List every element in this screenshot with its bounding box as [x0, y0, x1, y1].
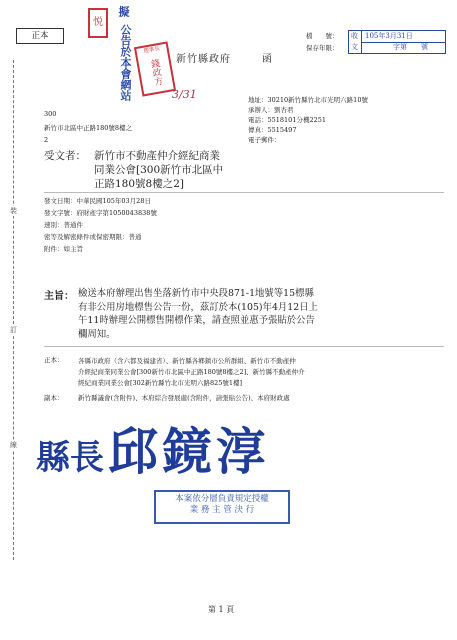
divider-top	[44, 192, 444, 193]
delegation-line2: 業 務 主 管 決 行	[189, 505, 255, 515]
posting-stamp-website: 公告於本會網站	[119, 24, 132, 101]
recipient-line3: 正路180號8樓之2]	[94, 178, 184, 190]
retention-label: 保存年限：	[306, 44, 339, 52]
contact-fax: 傳真：5515497	[248, 126, 297, 134]
contact-address: 地址：30210新竹縣竹北市光明六路10號	[248, 96, 368, 104]
original-line1: 各縣市政府（含六都及福建省）、新竹縣各鄉鎮市公所群組、新竹市不動產仲	[78, 357, 296, 365]
manager-seal-label: 理事長	[143, 45, 161, 55]
document-kind: 函	[262, 54, 273, 65]
delegation-line1: 本案依分層負責規定授權	[175, 494, 269, 504]
manager-seal	[134, 41, 176, 96]
subject-line2: 有非公用房地標售公告一份，茲訂於本(105)年4月12日上	[78, 301, 318, 313]
signature-name: 邱鏡淳	[108, 422, 270, 481]
handwritten-date: 3/31	[172, 88, 197, 101]
contact-phone: 電話：5518101分機2251	[248, 116, 326, 124]
subject-label: 主旨：	[44, 291, 74, 302]
sender-address-line2: 2	[44, 136, 49, 144]
copy-recipients-label: 副本：	[44, 394, 64, 402]
divider-middle	[44, 346, 444, 347]
received-stamp	[348, 30, 446, 54]
doc-number: 字第 號	[393, 43, 428, 51]
meta-block	[44, 197, 157, 253]
subject-line1: 檢送本府辦理出售坐落新竹市中央段871-1地號等15標縣	[78, 288, 314, 299]
received-date: 105年3月31日	[365, 32, 413, 40]
contact-handler: 承辦人：劉杏君	[248, 106, 294, 114]
recipient-line2: 同業公會[300新竹市北區中	[94, 164, 224, 176]
issue-date: 發文日期：中華民國105年03月28日	[44, 197, 151, 205]
issue-number: 發文字號：府財產字第1050043838號	[44, 209, 157, 217]
original-line3: 經紀商業同業公會[302新竹縣竹北市光明六路825號1樓]	[78, 379, 243, 387]
binding-mark-3: 線	[10, 441, 17, 449]
recipient-line1: 新竹市不動產仲介經紀商業	[94, 150, 220, 162]
original-recipients	[78, 356, 305, 389]
attachment: 附件：如主旨	[44, 245, 83, 253]
subject-body	[78, 287, 318, 341]
contact-block	[248, 96, 368, 144]
contact-email: 電子郵件：	[248, 136, 281, 144]
handwritten-stamp: 悦	[88, 8, 108, 38]
copy-type-box: 正本	[16, 28, 64, 44]
original-recipients-label: 正本：	[44, 356, 64, 364]
delegation-stamp	[154, 490, 290, 524]
subject-line4: 欄周知。	[78, 328, 116, 340]
recipient-label: 受文者：	[44, 150, 86, 162]
received-label: 收	[351, 32, 358, 40]
speed: 速別：普通件	[44, 221, 83, 229]
page-number: 第 1 頁	[208, 605, 235, 614]
agency-title: 新竹縣政府	[176, 54, 231, 65]
subject-line3: 午11時辦理公開標售開標作業，請查照並惠予張貼於公告	[78, 315, 315, 326]
binding-mark-2: 訂	[10, 326, 17, 334]
doc-label: 文	[351, 43, 358, 51]
original-line2: 介經紀商業同業公會[300新竹市北區中正路180號8樓之2]、新竹縣不動產仲介	[78, 368, 305, 376]
sender-zip: 300	[44, 110, 57, 118]
file-number-label: 檔 號：	[306, 32, 339, 40]
posting-stamp	[116, 6, 130, 17]
binding-line	[13, 60, 14, 560]
security-level: 密等及解密條件或保密期限：普通	[44, 233, 142, 241]
manager-seal-name: 錢政方	[148, 57, 163, 87]
sender-address-line1: 新竹市北區中正路180號8樓之	[44, 124, 133, 132]
signature-title: 縣長	[36, 438, 104, 478]
posting-stamp-line1: 擬	[117, 6, 130, 17]
copy-recipients-line1: 新竹縣議會(含附件)、本府綜合發展處(含附件，請張貼公告)、本府財政處	[78, 394, 290, 402]
binding-mark-1: 裝	[10, 207, 17, 215]
